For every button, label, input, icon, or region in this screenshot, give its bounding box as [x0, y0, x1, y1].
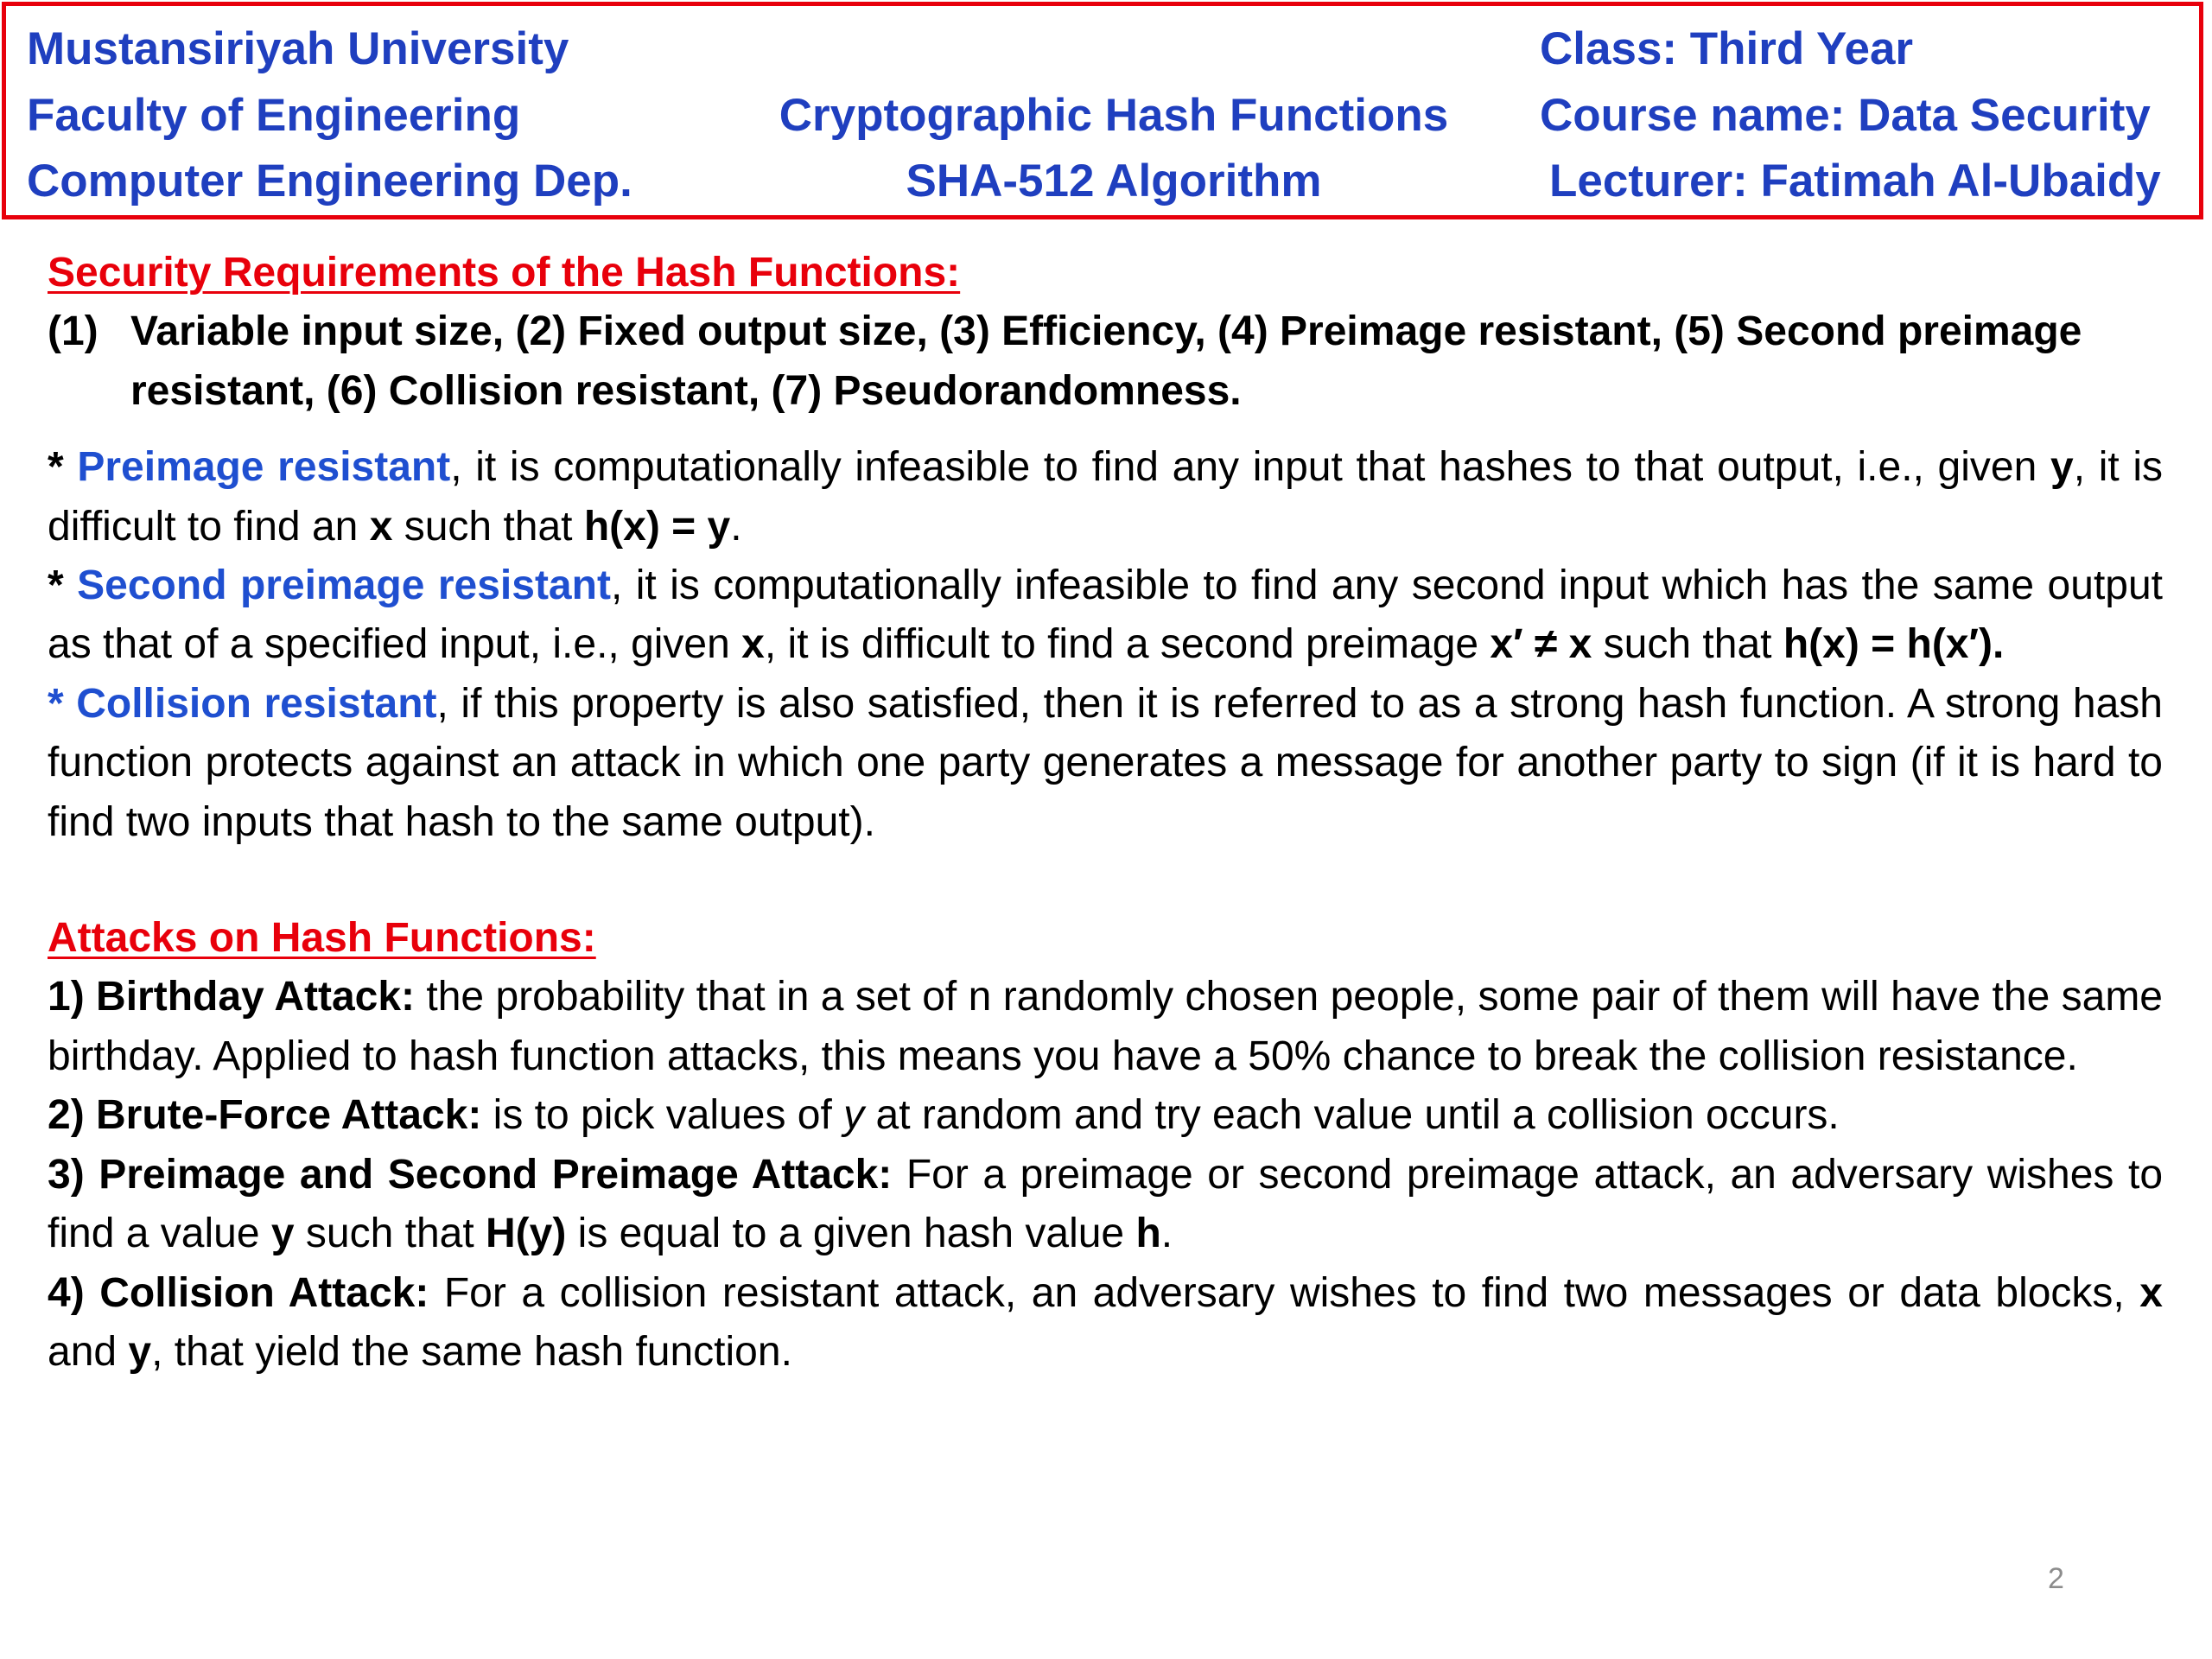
spacer [48, 421, 2163, 438]
header-box [2, 2, 2203, 219]
attack-label: 3) Preimage and Second Preimage Attack: [48, 1151, 893, 1198]
term-preimage-resistant: Preimage resistant [77, 444, 451, 491]
class-label: Class: Third Year [1540, 23, 1914, 74]
definition-text: , it is difficult to find an [48, 444, 2164, 550]
attack-brute-force [48, 1086, 2163, 1145]
attack-text: . [1160, 1211, 1173, 1257]
var-x: x [741, 621, 765, 668]
university-name: Mustansiriyah University [27, 23, 569, 74]
attack-collision [48, 1264, 2163, 1382]
definition-text: , if this property is also satisfied, then it is referred to as a strong hash function. A strong hash function protects against an attack in which one party generates a message for another party to sign (if it is hard to find two inputs that hash to the same output). [48, 680, 2164, 845]
equation: h(x) = y [583, 503, 731, 550]
definition-second-preimage [48, 556, 2163, 675]
definition-text: , it is computationally infeasible to find any second input which has the same output as that of a specified input, i.e., given [48, 563, 2164, 668]
attack-label: 4) Collision Attack: [48, 1269, 429, 1316]
spacer [48, 852, 2163, 909]
lecture-subtitle: SHA-512 Algorithm [906, 156, 1322, 207]
department-name: Computer Engineering Dep. [27, 156, 632, 207]
term-second-preimage-resistant: Second preimage resistant [77, 563, 611, 609]
definition-preimage [48, 438, 2163, 556]
var-y-italic: y [843, 1092, 865, 1139]
hash-expression: H(y) [486, 1211, 567, 1257]
attack-label: 2) Brute-Force Attack: [48, 1092, 482, 1139]
attack-text: , that yield the same hash function. [151, 1328, 792, 1375]
attack-text: and [48, 1328, 129, 1375]
inequality: x′ ≠ x [1490, 621, 1592, 668]
attack-text: such that [294, 1211, 486, 1257]
section-title-attacks: Attacks on Hash Functions: [48, 915, 596, 962]
section-title-security-requirements: Security Requirements of the Hash Functions: [48, 250, 961, 296]
faculty-name: Faculty of Engineering [27, 90, 521, 141]
definition-text: , it is computationally infeasible to find any input that hashes to that output, i.e., given [450, 444, 2050, 491]
var-h: h [1135, 1211, 1161, 1257]
attack-preimage [48, 1146, 2163, 1264]
main-content [48, 244, 2163, 1382]
requirements-list-item [48, 302, 2163, 421]
attack-text: For a collision resistant attack, an adversary wishes to find two messages or data blocks, [429, 1269, 2140, 1316]
var-x: x [369, 503, 393, 550]
definition-text: such that [392, 503, 584, 550]
attack-text: is to pick values of [481, 1092, 844, 1139]
attack-text: at random and try each value until a collision occurs. [864, 1092, 1840, 1139]
requirements-number: (1) [48, 308, 99, 355]
definition-text: . [730, 503, 742, 550]
requirements-text: Variable input size, (2) Fixed output size, (3) Efficiency, (4) Preimage resistant, (5) Second preimage resistant, (6) Collision resistant, (7) Pseudorandomness. [130, 308, 2082, 414]
definition-collision [48, 675, 2163, 852]
var-y: y [128, 1328, 152, 1375]
attack-label: 1) Birthday Attack: [48, 974, 416, 1020]
course-name: Course name: Data Security [1540, 90, 2151, 141]
bullet-star: * [48, 444, 78, 491]
term-collision-resistant: Collision resistant [76, 680, 437, 727]
lecturer-name: Lecturer: Fatimah Al-Ubaidy [1549, 156, 2161, 207]
page-number: 2 [2048, 1562, 2064, 1595]
attack-birthday [48, 968, 2163, 1086]
definition-text: such that [1592, 621, 1783, 668]
attack-text: is equal to a given hash value [566, 1211, 1136, 1257]
lecture-title: Cryptographic Hash Functions [779, 90, 1449, 141]
bullet-star: * [48, 563, 78, 609]
definition-text: , it is difficult to find a second preimage [764, 621, 1491, 668]
attack-text: the probability that in a set of n randomly chosen people, some pair of them will have the same birthday. Applied to hash function attacks, this means you have a 50% chance to break the collision resistance. [48, 974, 2163, 1079]
equation: h(x) = h(x′). [1783, 621, 2005, 668]
var-x: x [2139, 1269, 2163, 1316]
var-y: y [270, 1211, 295, 1257]
bullet-star: * [48, 680, 77, 727]
attack-text: For a preimage or second preimage attack, an adversary wishes to find a value [48, 1151, 2164, 1257]
var-y: y [2050, 444, 2074, 491]
